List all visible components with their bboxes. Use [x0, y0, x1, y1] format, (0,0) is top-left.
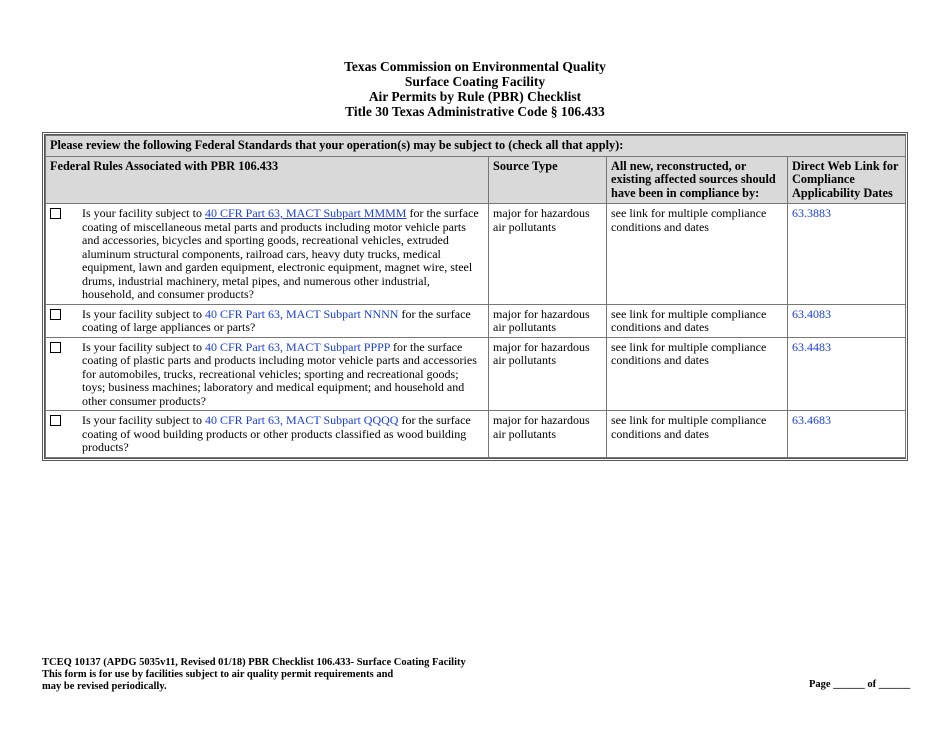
cfr-link-pppp[interactable]: 40 CFR Part 63, MACT Subpart PPPP — [204, 339, 391, 354]
cfr-link-mmmm[interactable]: 40 CFR Part 63, MACT Subpart MMMM — [204, 206, 407, 220]
rule-cell: Is your facility subject to 40 CFR Part 63, MACT Subpart PPPP for the surface coating of plastic parts and products including motor vehicle parts and accessories for automobiles, trucks, recreational vehicles; sporting and recreational goods; toys; business machines; laboratory and medical equipment; and household and other consumer products? — [46, 337, 489, 411]
compliance-cell: see link for multiple compliance conditions and dates — [607, 411, 788, 458]
cfr-link-nnnn[interactable]: 40 CFR Part 63, MACT Subpart NNNN — [204, 306, 399, 321]
web-link-63-4483[interactable]: 63.4483 — [792, 339, 831, 354]
web-link-63-3883[interactable]: 63.3883 — [792, 206, 831, 220]
rule-cell: Is your facility subject to 40 CFR Part 63, MACT Subpart NNNN for the surface coating of large appliances or parts? — [46, 304, 489, 337]
federal-standards-table — [42, 132, 908, 461]
source-type-cell: major for hazardous air pollutants — [489, 411, 607, 458]
compliance-cell: see link for multiple compliance conditions and dates — [607, 304, 788, 337]
header-checklist-title: Air Permits by Rule (PBR) Checklist — [368, 89, 582, 104]
header-facility-type: Surface Coating Facility — [404, 74, 546, 89]
column-header-compliance: All new, reconstructed, or existing affected sources should have been in compliance by: — [607, 156, 788, 204]
web-link-cell — [788, 337, 906, 411]
web-link-cell — [788, 411, 906, 458]
pppp-checkbox[interactable] — [50, 342, 61, 353]
compliance-cell: see link for multiple compliance conditions and dates — [607, 337, 788, 411]
rule-cell: Is your facility subject to 40 CFR Part 63, MACT Subpart MMMM for the surface coating of miscellaneous metal parts and products including motor vehicle parts and accessories, bicycles and sporting goods, recreational vehicles, extruded aluminum structural components, railroad cars, heavy duty trucks, medical equipment, lawn and garden equipment, electronic equipment, magnet wire, steel drums, industrial machinery, metal pipes, and numerous other industrial, household, and consumer products? — [46, 204, 489, 305]
cfr-link-qqqq[interactable]: 40 CFR Part 63, MACT Subpart QQQQ — [204, 413, 399, 427]
source-type-cell: major for hazardous air pollutants — [489, 304, 607, 337]
web-link-63-4083[interactable]: 63.4083 — [792, 306, 831, 321]
page-number-field: Page ______ of ______ — [809, 679, 911, 690]
column-header-source-type: Source Type — [489, 156, 607, 204]
column-header-rules: Federal Rules Associated with PBR 106.433 — [46, 156, 489, 204]
table-row — [46, 337, 906, 411]
qqqq-checkbox[interactable] — [50, 415, 61, 426]
table-row — [46, 204, 906, 305]
column-header-web-link: Direct Web Link for Compliance Applicability Dates — [788, 156, 906, 204]
table-row — [46, 411, 906, 458]
header-code-reference: Title 30 Texas Administrative Code § 106.433 — [345, 104, 605, 119]
web-link-cell — [788, 304, 906, 337]
footer-revision-note: may be revised periodically. — [42, 680, 167, 692]
form-footer — [42, 657, 466, 692]
compliance-cell: see link for multiple compliance conditions and dates — [607, 204, 788, 305]
document-header — [0, 59, 950, 119]
mmmm-checkbox[interactable] — [50, 208, 61, 219]
footer-usage-note: This form is for use by facilities subject to air quality permit requirements and — [42, 668, 394, 680]
table-row — [46, 304, 906, 337]
source-type-cell: major for hazardous air pollutants — [489, 204, 607, 305]
rule-cell: Is your facility subject to 40 CFR Part 63, MACT Subpart QQQQ for the surface coating of wood building products or other products classified as wood building products? — [46, 411, 489, 458]
nnnn-checkbox[interactable] — [50, 309, 61, 320]
web-link-63-4683[interactable]: 63.4683 — [792, 413, 831, 427]
web-link-cell — [788, 204, 906, 305]
header-agency: Texas Commission on Environmental Quality — [344, 59, 606, 74]
footer-form-id: TCEQ 10137 (APDG 5035v11, Revised 01/18) PBR Checklist 106.433- Surface Coating Facility — [42, 657, 466, 668]
table-intro-row — [46, 136, 906, 157]
table-intro-text: Please review the following Federal Standards that your operation(s) may be subject to (check all that apply): — [46, 136, 906, 157]
source-type-cell: major for hazardous air pollutants — [489, 337, 607, 411]
column-header-row — [46, 156, 906, 204]
